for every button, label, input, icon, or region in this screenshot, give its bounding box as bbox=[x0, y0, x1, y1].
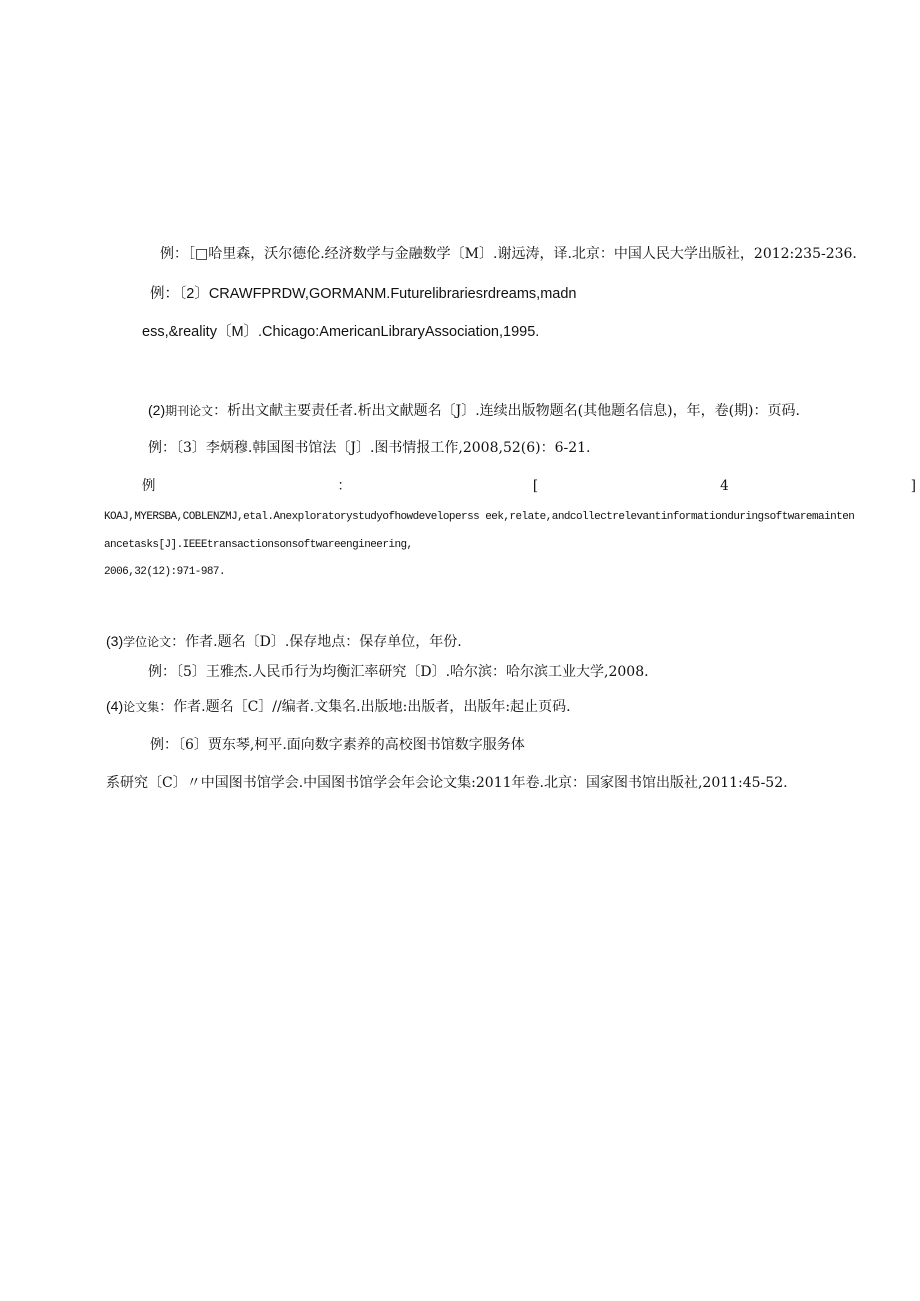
thesis-heading bbox=[106, 632, 462, 651]
thesis-heading-text: ：作者.题名〔D〕.保存地点：保存单位，年份. bbox=[171, 634, 462, 650]
collection-example-6-line-2: 系研究〔C〕〃中国图书馆学会.中国图书馆学会年会论文集:2011年卷.北京：国家图书馆出版社,2011:45-52. bbox=[106, 775, 788, 791]
journal-example-4-line-3: ancetasks[J].IEEEtransactionsonsoftwareengineering, bbox=[104, 539, 413, 551]
thesis-heading-label: 学位论文 bbox=[123, 635, 172, 649]
example-4-part: [ bbox=[532, 478, 539, 494]
example-4-part: ： bbox=[337, 478, 351, 494]
collection-heading-number: (4) bbox=[106, 698, 124, 714]
journal-example-4-line-2: KOAJ,MYERSBA,COBLENZMJ,etal.Anexploratorystudyofhowdeveloperss eek,relate,andcollectrelevantinformationduringsoftwaremainten bbox=[104, 511, 855, 523]
collection-heading bbox=[106, 697, 571, 716]
journal-example-4-line-4: 2006,32(12):971-987. bbox=[104, 566, 226, 578]
collection-heading-label: 论文集 bbox=[123, 700, 160, 714]
journal-example-4-line-1 bbox=[142, 477, 916, 495]
journal-heading-text: ：析出文献主要责任者.析出文献题名〔J〕.连续出版物题名(其他题名信息)，年，卷(期)：页码. bbox=[213, 403, 800, 419]
journal-heading-label: 期刊论文 bbox=[165, 404, 214, 418]
journal-heading bbox=[148, 401, 800, 420]
collection-example-6-line-1: 例：〔6〕贾东琴,柯平.面向数字素养的高校图书馆数字服务体 bbox=[150, 737, 525, 753]
example-4-part: ] bbox=[910, 478, 916, 494]
journal-heading-number: (2) bbox=[148, 402, 166, 418]
journal-example-3: 例：〔3〕李炳穆.韩国图书馆法〔J〕.图书情报工作,2008,52(6)：6-21. bbox=[148, 440, 591, 456]
collection-heading-text: ：作者.题名［C］//编者.文集名.出版地:出版者，出版年:起止页码. bbox=[159, 699, 571, 715]
book-example-1: 例：［□哈里森，沃尔德伦.经济数学与金融数学〔M〕.谢远涛，译.北京：中国人民大学出版社，2012:235-236. bbox=[160, 246, 857, 262]
book-example-2-line-1: 例：〔2〕CRAWFPRDW,GORMANM.Futurelibrariesrdreams,madn bbox=[150, 286, 577, 302]
thesis-example-5: 例：〔5〕王雅杰.人民币行为均衡汇率研究〔D〕.哈尔滨：哈尔滨工业大学,2008. bbox=[148, 664, 649, 680]
book-example-2-line-2: ess,&reality〔M〕.Chicago:AmericanLibraryAssociation,1995. bbox=[142, 324, 540, 340]
thesis-heading-number: (3) bbox=[106, 633, 124, 649]
example-4-part: 4 bbox=[720, 478, 729, 494]
example-4-part: 例 bbox=[142, 478, 156, 494]
